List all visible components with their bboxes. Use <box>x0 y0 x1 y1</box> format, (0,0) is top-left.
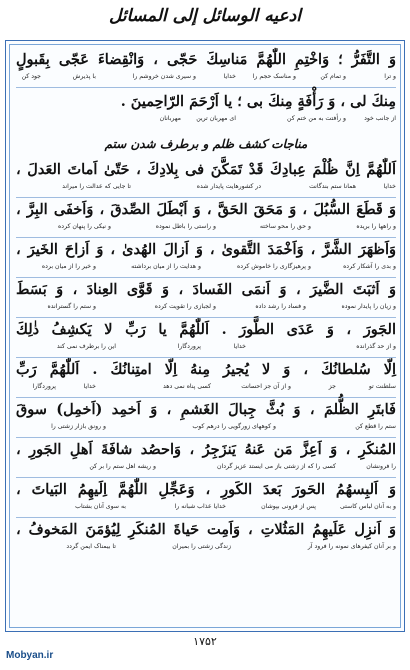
translation-line <box>16 343 396 355</box>
translation-line <box>16 263 396 275</box>
line-rule <box>16 397 396 398</box>
translation-word: و ترا <box>384 73 396 80</box>
translation-line <box>16 543 396 555</box>
text-frame <box>5 40 405 632</box>
translation-word: از جانب خود <box>364 115 396 122</box>
translation-word: و لجبازی را تقویت کرده <box>154 303 216 310</box>
translation-word: پس از فزونی بپوشان <box>261 503 316 510</box>
translation-word: و زیان را پایدار نموده <box>341 303 396 310</box>
translation-word: مهربانان <box>159 115 181 122</box>
page-title: ادعیه الوسائل إلى المسائل <box>109 6 301 26</box>
translation-word: و نیکی را پنهان کرده <box>58 223 111 230</box>
translation-word: این را برطرف نمی کند <box>56 343 116 350</box>
arabic-line: اَللّٰهُمَّ اِنَّ ظُلْمَ عِبادِكَ قَدْ تَمَكَّنَ فی بِلادِكَ ، حَتّیٰ اَماتَ العَدلَ ، <box>16 161 396 178</box>
translation-word: و رأفتت به من ختم کن <box>287 115 346 122</box>
translation-line <box>16 503 396 515</box>
arabic-line: اِلّا سُلطانُكَ ، وَ لا یُجیرُ مِنهُ اِلّا امتِنانُكَ . اَللّٰهُمَّ رَبِّ <box>16 361 396 378</box>
arabic-line: مِنكَ لی ، وَ رَأْفَةٍ مِنكَ بی ؛ یا اَرْحَمَ الرّاحِمینَ . <box>120 93 396 110</box>
translation-line <box>16 73 396 85</box>
translation-word: و ریشه اهل ستم را بر کن <box>89 463 156 470</box>
translation-word: کسی را که از زشتی باز می ایستد عزیز گردان <box>217 463 336 470</box>
translation-word: خدایا <box>233 343 246 350</box>
line-rule <box>16 317 396 318</box>
translation-word: پروردگارا <box>177 343 201 350</box>
arabic-line: وَ اَلبِسهُمُ الحَورَ بَعدَ الکَورِ ، وَعَجِّلِ اللّٰهُمَّ اِلَیهِمُ البَیاتَ ، <box>16 481 396 498</box>
translation-word: همانا ستم بندگانت <box>309 183 356 190</box>
translation-word: و فساد را رشد داده <box>255 303 306 310</box>
translation-word: و خیر را از میان برده <box>41 263 96 270</box>
translation-word: و تمام کن <box>320 73 346 80</box>
translation-word: زندگی زشتی را بمیران <box>172 543 231 550</box>
line-rule <box>16 477 396 478</box>
translation-word: در کشورهایت پایدار شده <box>196 183 261 190</box>
translation-word: تا جایی که عدالت را میراند <box>62 183 131 190</box>
translation-word: و پرهیزگاری را خاموش کرده <box>236 263 311 270</box>
line-rule <box>16 237 396 238</box>
arabic-line: المُنکَرِ ، وَ اَعِزَّ مَن عَنهُ یَنزَجِرُ ، وَاحصُد شافَةَ اَهلِ الجَورِ ، <box>16 441 396 458</box>
translation-word: و ستم را گسترانده <box>47 303 96 310</box>
translation-line <box>16 423 396 435</box>
translation-word: به سوی آنان بشتاب <box>75 503 126 510</box>
arabic-line: وَ قَطَعَ السُّبُلَ ، وَ مَحَقَ الحَقَّ ، وَ اَبْطَلَ الصِّدقَ ، وَاَخفَى البِرَّ ، <box>16 201 396 218</box>
translation-word: و بدی را آشکار کرده <box>343 263 396 270</box>
translation-word: و راهها را بریده <box>356 223 396 230</box>
translation-word: ای مهربان ترین <box>196 115 236 122</box>
translation-word: و رونق بازار زشتی را <box>51 423 106 430</box>
page-number: ۱۷۵۲ <box>193 635 217 648</box>
translation-line <box>16 303 396 315</box>
translation-word: تا بیمناک ایمن گردد <box>66 543 116 550</box>
translation-line <box>16 115 396 127</box>
translation-word: و از آن جز احسانت <box>241 383 291 390</box>
translation-line <box>16 463 396 475</box>
translation-word: و از حد گذرانده <box>356 343 396 350</box>
translation-word: خدایا <box>83 383 96 390</box>
line-rule <box>16 197 396 198</box>
arabic-line: وَ اَنزِل عَلَیهِمُ المَثُلاتِ ، وَاَمِت حَیاةَ المُنکَرِ لِیُؤمَنَ المَخوفُ ، <box>16 521 396 538</box>
translation-line <box>16 183 396 195</box>
line-rule <box>16 437 396 438</box>
line-rule <box>16 357 396 358</box>
translation-word: و حق را محو ساخته <box>259 223 311 230</box>
line-rule <box>16 277 396 278</box>
translation-word: خدایا عذاب شبانه را <box>174 503 226 510</box>
line-rule <box>16 517 396 518</box>
translation-word: سلطنت تو <box>368 383 396 390</box>
translation-word: خدایا <box>223 73 236 80</box>
translation-word: ستم را قطع کن <box>355 423 396 430</box>
translation-word: را فرونشان <box>366 463 396 470</box>
translation-word: و به آنان لباس کاستی <box>340 503 396 510</box>
translation-word: خدایا <box>383 183 396 190</box>
translation-word: و سیری شدن خروشم را <box>132 73 196 80</box>
translation-word: پروردگارا <box>32 383 56 390</box>
arabic-line: الجَورَ ، وَ عَدَی الطَّورَ . اَللّٰهُمَّ یا رَبِّ لا یَکشِفُ ذٰلِكَ <box>16 321 396 338</box>
translation-line <box>16 383 396 395</box>
translation-word: جز <box>328 383 336 390</box>
line-rule <box>16 87 396 88</box>
arabic-line: وَ التَّفَرُّ ؛ وَاخْتِمِ اللّٰهُمَّ مَناسِكَ حَجّی ، وَانْقِضاءَ عَجّی بِقَبولٍ <box>16 51 396 68</box>
site-watermark: Mobyan.ir <box>6 650 54 661</box>
translation-word: و مناسک حجم را <box>252 73 296 80</box>
translation-word: و هدایت را از میان برداشته <box>131 263 201 270</box>
arabic-line: وَاَظهَرَ الشَّرَّ ، وَاَخْمَدَ التَّقویٰ ، وَ اَزالَ الهُدیٰ ، وَ اَزاحَ الخَیرَ ، <box>16 241 396 258</box>
arabic-line: وَ اَثبَتَ الضَّیرَ ، وَ اَنمَی الفَسادَ ، وَ قَوَّی العِنادَ ، وَ بَسَطَ <box>16 281 396 298</box>
section-subtitle: مناجات کشف ظلم و برطرف شدن ستم <box>104 137 308 151</box>
translation-word: کسی پناه نمی دهد <box>163 383 211 390</box>
translation-word: و راستی را باطل نموده <box>155 223 216 230</box>
arabic-line: فَابتَرِ الظُّلمَ ، وَ بُثَّ جِبالَ الغَشمِ ، وَ اَخمِد (اَخمِل) سوقَ <box>16 401 396 418</box>
translation-line <box>16 223 396 235</box>
translation-word: و بر آنان کیفرهای نمونه را فرود آر <box>307 543 396 550</box>
translation-word: با پذیرش <box>72 73 96 80</box>
translation-word: جود کن <box>21 73 41 80</box>
translation-word: و کوههای زورگویی را درهم کوب <box>192 423 276 430</box>
